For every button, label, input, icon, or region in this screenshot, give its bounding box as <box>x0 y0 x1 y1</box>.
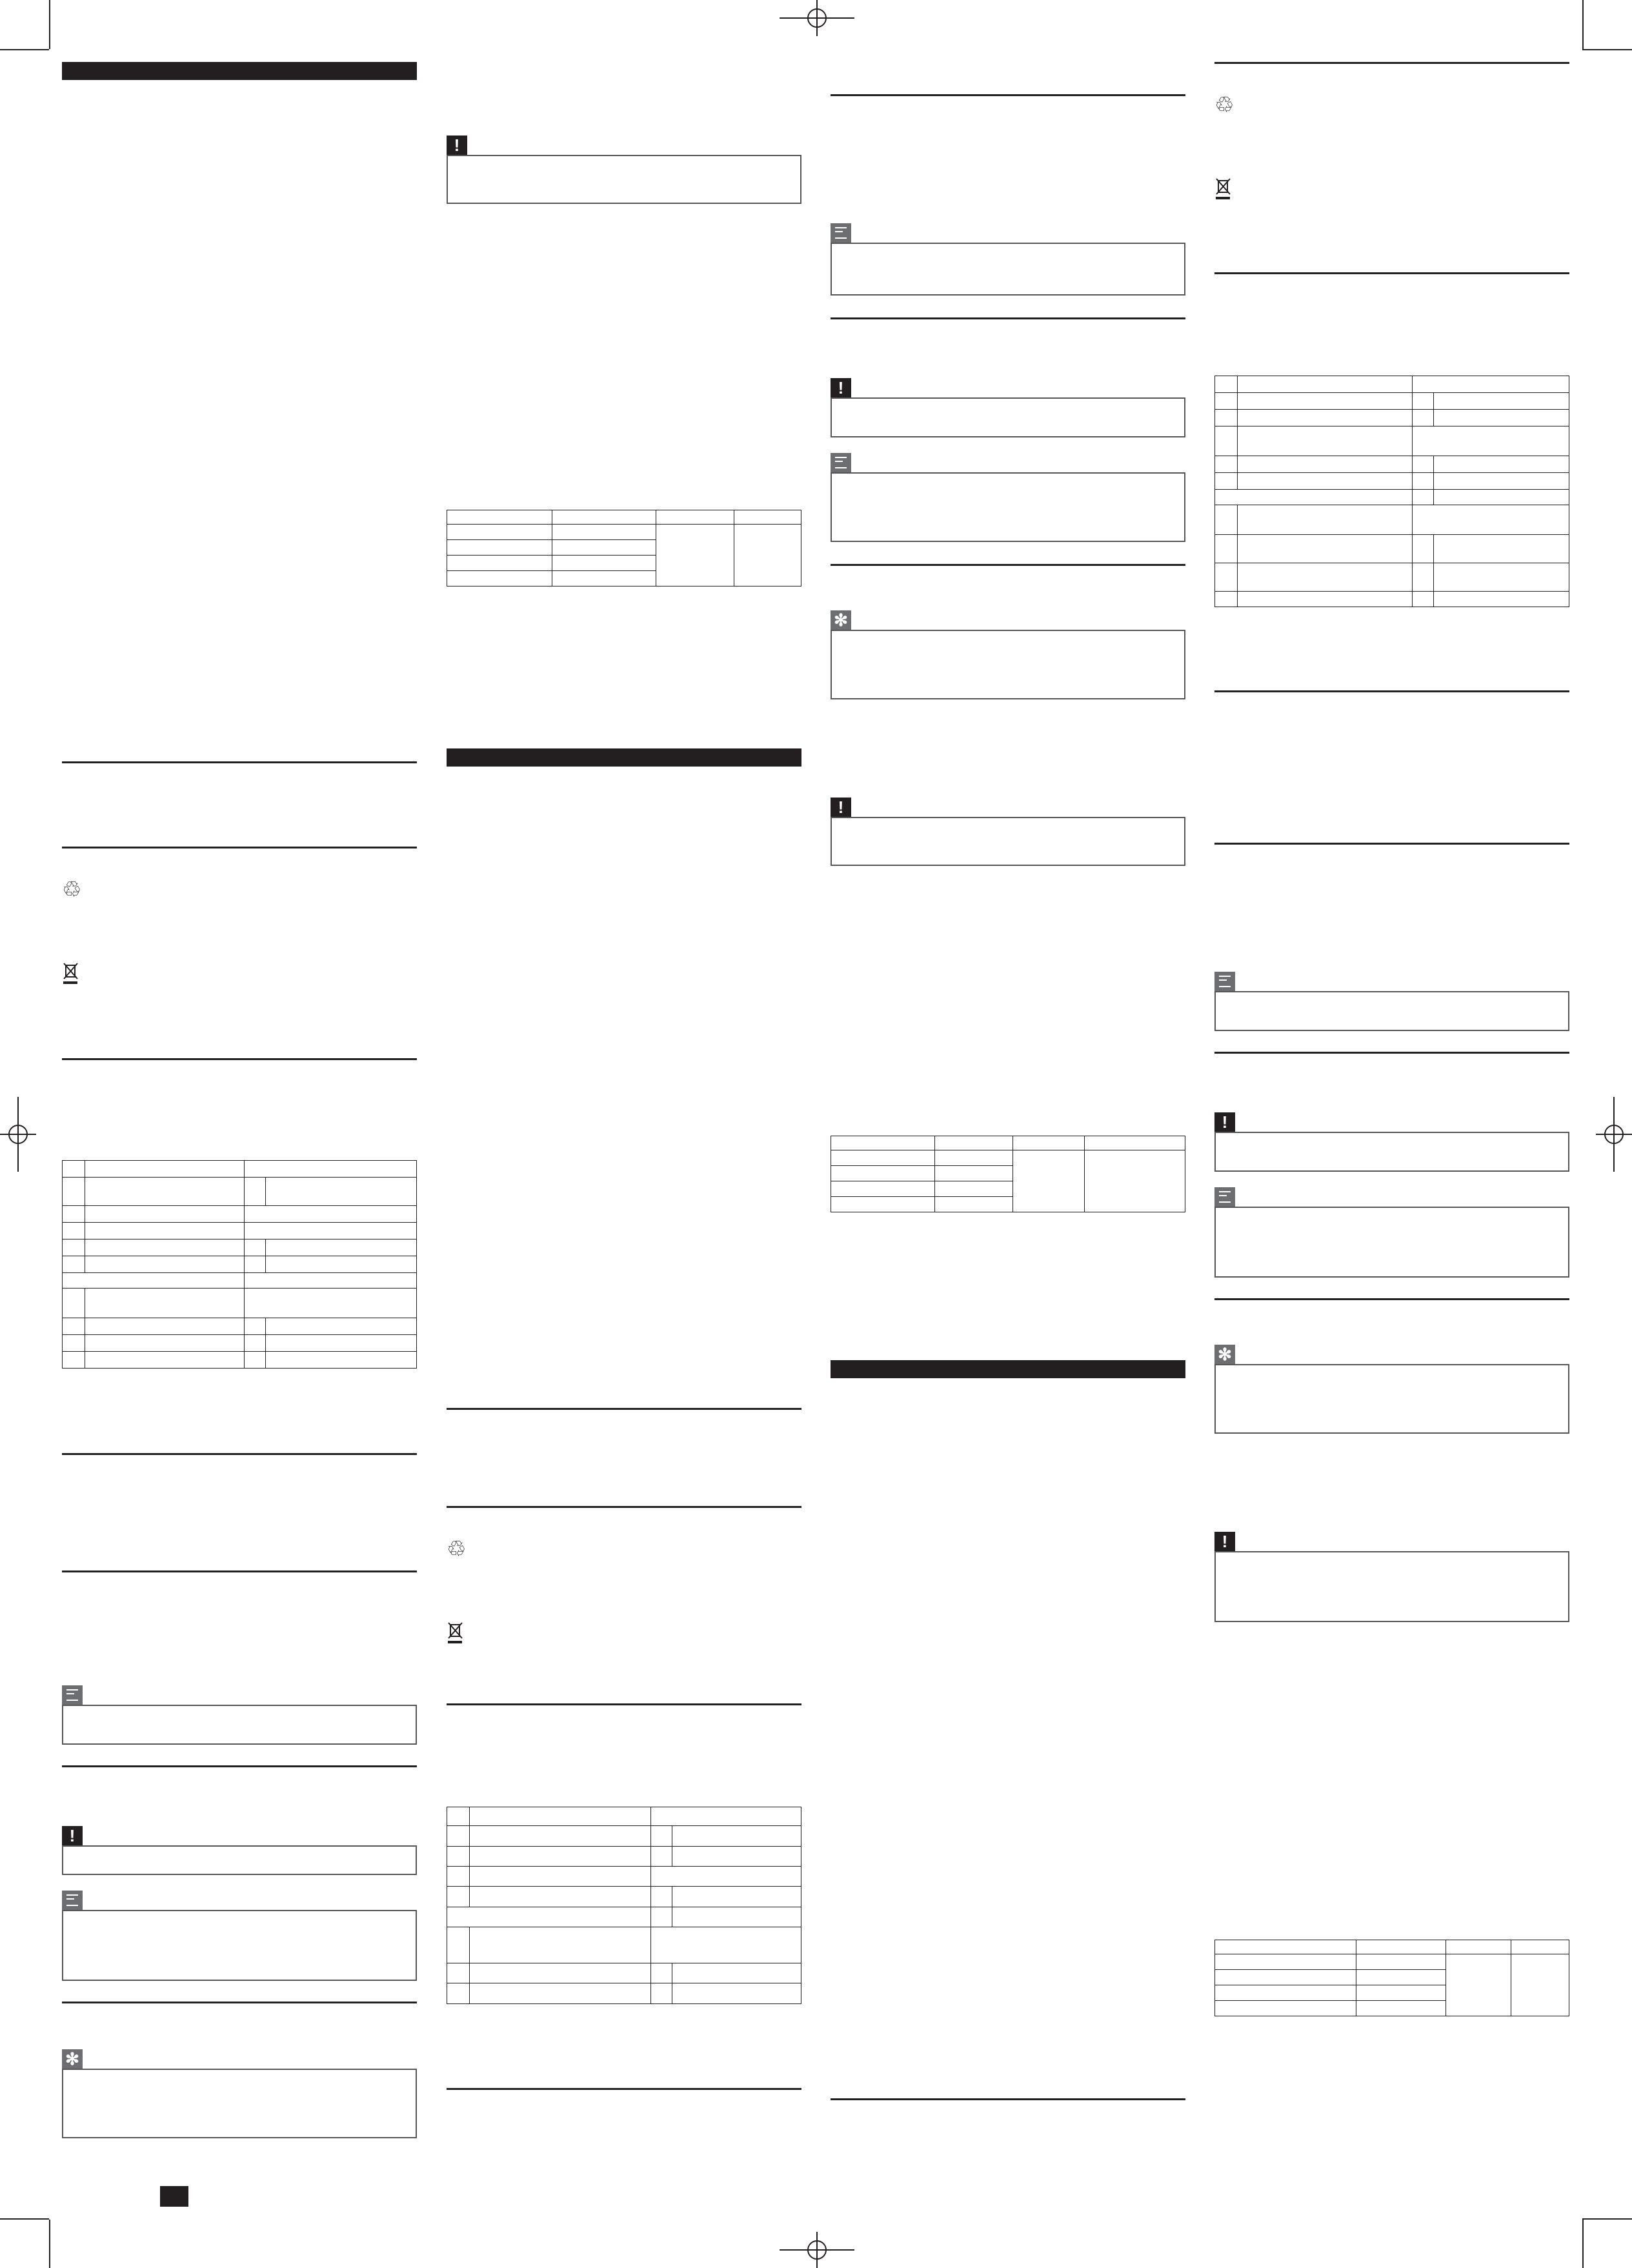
note-box <box>62 1705 417 1745</box>
section-rule <box>1214 843 1569 845</box>
section-rule <box>62 847 417 848</box>
asterisk-icon: ✻ <box>1214 1345 1235 1364</box>
note-lines-icon <box>831 223 851 243</box>
note-box <box>831 243 1185 296</box>
exclamation-icon: ! <box>1214 1532 1235 1551</box>
frequency-table <box>447 510 801 587</box>
page-number-block <box>160 2186 188 2207</box>
note-lines-icon <box>1214 1187 1235 1207</box>
registration-mark-icon <box>1596 1097 1632 1172</box>
section-rule <box>1214 1052 1569 1054</box>
frequency-table <box>831 1136 1185 1212</box>
note-box <box>1214 991 1569 1031</box>
section-rule <box>62 1058 417 1060</box>
exclamation-icon: ! <box>1214 1112 1235 1132</box>
note-lines-icon <box>1214 972 1235 991</box>
note-lines-icon <box>831 453 851 472</box>
section-rule <box>831 317 1185 319</box>
section-rule <box>447 1506 801 1508</box>
note-box <box>831 472 1185 542</box>
recycle-icon: ♲ <box>1214 93 1234 117</box>
section-header-bar <box>831 1360 1185 1378</box>
section-rule <box>1214 690 1569 692</box>
note-box <box>62 1910 417 1981</box>
tip-box <box>1214 1364 1569 1434</box>
section-rule <box>1214 272 1569 274</box>
registration-mark-icon <box>0 1097 36 1172</box>
section-rule <box>1214 62 1569 64</box>
recycle-icon: ♲ <box>62 878 82 902</box>
section-rule <box>62 1453 417 1455</box>
crossed-bin-icon <box>62 961 80 985</box>
section-header-bar <box>447 748 801 767</box>
warning-box <box>831 397 1185 437</box>
recycle-icon: ♲ <box>447 1537 467 1561</box>
section-rule <box>62 1765 417 1767</box>
warning-box <box>447 155 801 204</box>
section-rule <box>831 94 1185 96</box>
asterisk-icon: ✻ <box>831 610 851 630</box>
registration-mark-icon <box>780 0 854 36</box>
note-lines-icon <box>62 1891 83 1910</box>
tip-box <box>831 630 1185 699</box>
warning-box <box>831 817 1185 866</box>
section-rule <box>831 564 1185 566</box>
section-rule <box>447 1408 801 1410</box>
spec-table <box>62 1160 417 1369</box>
section-rule <box>831 2098 1185 2100</box>
note-lines-icon <box>62 1685 83 1705</box>
warning-box <box>1214 1132 1569 1172</box>
exclamation-icon: ! <box>831 378 851 397</box>
asterisk-icon: ✻ <box>62 2049 83 2069</box>
warning-box <box>1214 1551 1569 1622</box>
section-rule <box>1214 1298 1569 1300</box>
exclamation-icon: ! <box>447 135 467 155</box>
warning-box <box>62 1845 417 1875</box>
note-box <box>1214 1207 1569 1278</box>
exclamation-icon: ! <box>831 798 851 817</box>
crossed-bin-icon <box>1214 177 1233 200</box>
registration-mark-icon <box>780 2232 854 2268</box>
spec-table <box>1214 376 1569 607</box>
section-rule <box>62 2002 417 2003</box>
exclamation-icon: ! <box>62 1826 83 1845</box>
crossed-bin-icon <box>447 1621 465 1644</box>
section-rule <box>62 1571 417 1572</box>
tip-box <box>62 2069 417 2138</box>
section-header-bar <box>62 62 417 80</box>
section-rule <box>62 761 417 763</box>
section-rule <box>447 1703 801 1705</box>
section-rule <box>447 2088 801 2090</box>
frequency-table <box>1214 1940 1569 2016</box>
spec-table <box>447 1807 801 2004</box>
